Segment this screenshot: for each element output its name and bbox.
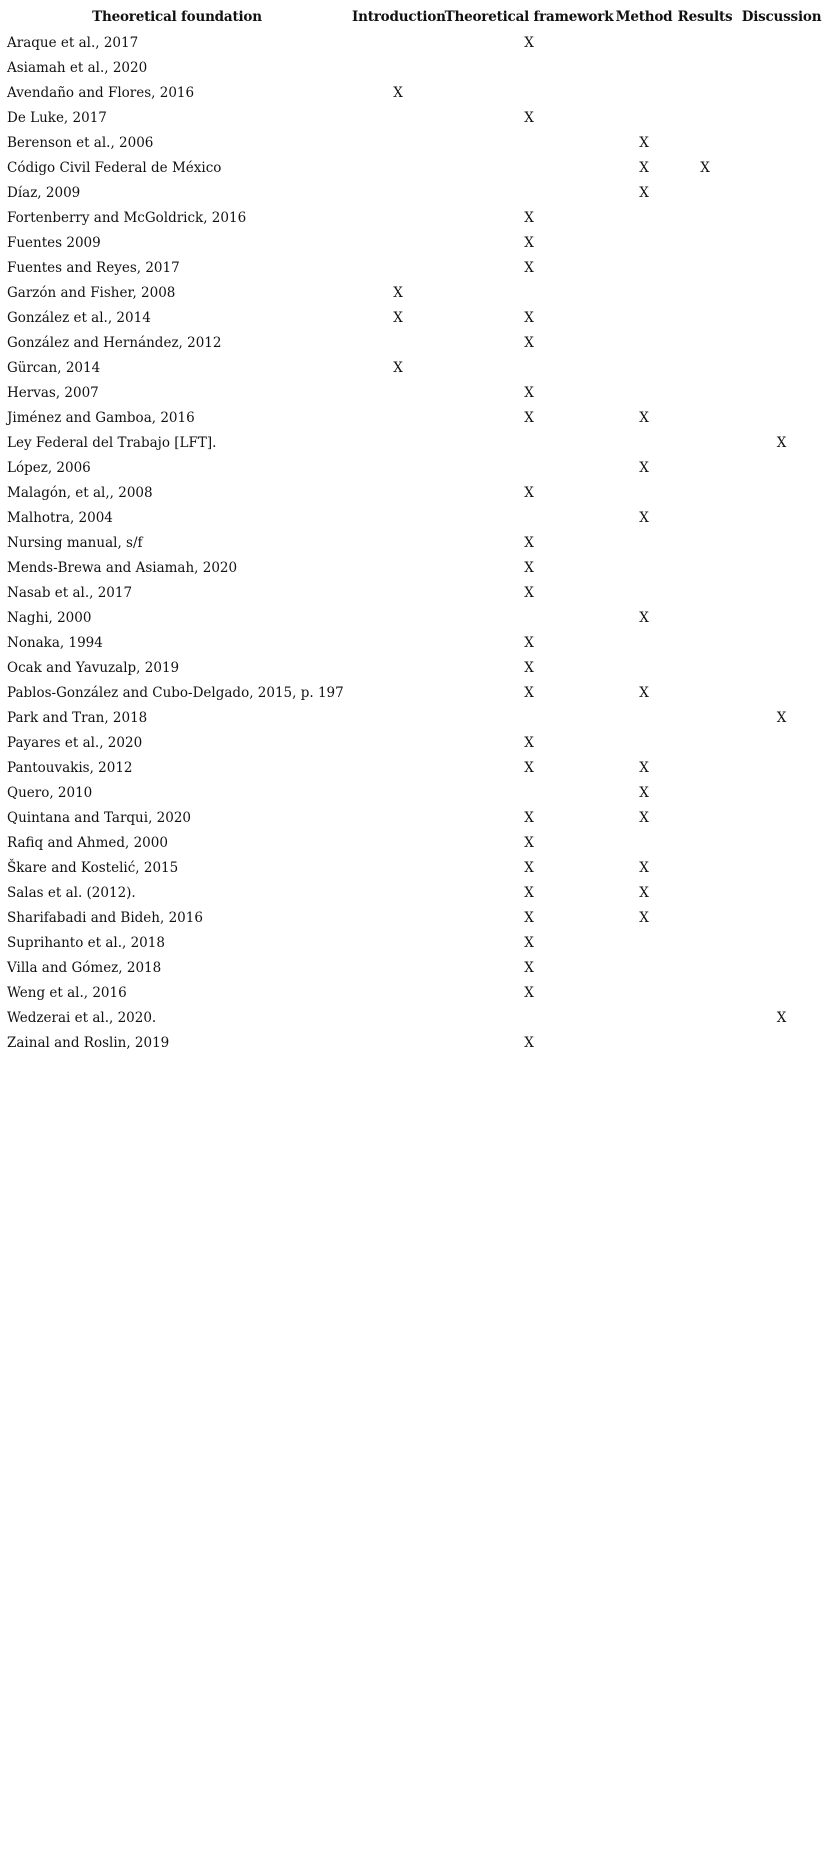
introduction-cell <box>352 30 444 55</box>
results-cell <box>674 230 736 255</box>
theoretical-framework-cell: X <box>524 559 534 576</box>
reference-cell: Ocak and Yavuzalp, 2019 <box>7 659 180 676</box>
introduction-cell <box>352 955 444 980</box>
header-discussion: Discussion <box>741 9 822 25</box>
results-cell <box>674 305 736 330</box>
theoretical-framework-cell: X <box>524 909 534 926</box>
reference-cell: González et al., 2014 <box>7 309 151 326</box>
method-cell <box>614 555 674 580</box>
table-row <box>2 755 827 780</box>
table-row <box>2 1005 827 1030</box>
discussion-cell <box>736 830 827 855</box>
results-cell <box>674 855 736 880</box>
theoretical-framework-cell: X <box>524 659 534 676</box>
theoretical-framework-cell: X <box>524 759 534 776</box>
method-cell <box>614 580 674 605</box>
method-cell <box>614 330 674 355</box>
discussion-cell <box>736 480 827 505</box>
results-cell <box>674 605 736 630</box>
header-theoretical-foundation: Theoretical foundation <box>92 9 262 25</box>
method-cell: X <box>639 909 649 926</box>
reference-cell: Jiménez and Gamboa, 2016 <box>7 409 195 426</box>
reference-cell: Škare and Kostelić, 2015 <box>7 859 179 876</box>
results-cell <box>674 705 736 730</box>
theoretical-framework-cell: X <box>524 884 534 901</box>
method-cell <box>614 55 674 80</box>
method-cell: X <box>639 609 649 626</box>
method-cell: X <box>639 809 649 826</box>
theoretical-framework-cell: X <box>524 209 534 226</box>
discussion-cell: X <box>776 709 787 726</box>
theoretical-framework-cell <box>444 780 614 805</box>
reference-cell: Gürcan, 2014 <box>7 359 101 376</box>
discussion-cell <box>736 905 827 930</box>
reference-cell: Pantouvakis, 2012 <box>7 759 133 776</box>
theoretical-framework-cell: X <box>524 684 534 701</box>
results-cell <box>674 430 736 455</box>
results-cell <box>674 355 736 380</box>
reference-cell: Asiamah et al., 2020 <box>7 59 148 76</box>
reference-cell: Payares et al., 2020 <box>7 734 143 751</box>
theoretical-framework-cell: X <box>524 834 534 851</box>
results-cell <box>674 980 736 1005</box>
theoretical-framework-cell: X <box>524 534 534 551</box>
results-cell <box>674 880 736 905</box>
discussion-cell <box>736 930 827 955</box>
method-cell <box>614 355 674 380</box>
table-row <box>2 205 827 230</box>
introduction-cell <box>352 730 444 755</box>
theoretical-framework-cell: X <box>524 959 534 976</box>
discussion-cell <box>736 205 827 230</box>
table-row <box>2 255 827 280</box>
header-introduction: Introduction <box>352 9 446 25</box>
introduction-cell <box>352 580 444 605</box>
discussion-cell <box>736 980 827 1005</box>
table-row <box>2 80 827 105</box>
table-row <box>2 1030 827 1055</box>
method-cell <box>614 630 674 655</box>
header-theoretical-framework: Theoretical framework <box>444 9 614 25</box>
table-row <box>2 580 827 605</box>
table-row <box>2 280 827 305</box>
method-cell: X <box>639 759 649 776</box>
method-cell <box>614 280 674 305</box>
results-cell <box>674 380 736 405</box>
table-row <box>2 355 827 380</box>
table-row <box>2 705 827 730</box>
table-row <box>2 855 827 880</box>
discussion-cell <box>736 380 827 405</box>
introduction-cell <box>352 855 444 880</box>
introduction-cell <box>352 980 444 1005</box>
method-cell <box>614 430 674 455</box>
discussion-cell <box>736 555 827 580</box>
discussion-cell <box>736 505 827 530</box>
introduction-cell <box>352 55 444 80</box>
introduction-cell <box>352 755 444 780</box>
introduction-cell <box>352 405 444 430</box>
table-row <box>2 655 827 680</box>
theoretical-framework-cell: X <box>524 234 534 251</box>
table-row <box>2 305 827 330</box>
introduction-cell: X <box>393 309 403 326</box>
theoretical-framework-cell: X <box>524 484 534 501</box>
theoretical-framework-cell <box>444 605 614 630</box>
reference-cell: Rafiq and Ahmed, 2000 <box>7 834 168 851</box>
discussion-cell <box>736 305 827 330</box>
reference-cell: Fortenberry and McGoldrick, 2016 <box>7 209 247 226</box>
introduction-cell <box>352 605 444 630</box>
table-row <box>2 930 827 955</box>
results-cell <box>674 80 736 105</box>
results-cell <box>674 680 736 705</box>
method-cell <box>614 955 674 980</box>
results-cell <box>674 1030 736 1055</box>
method-cell: X <box>639 134 649 151</box>
introduction-cell <box>352 880 444 905</box>
table-row <box>2 330 827 355</box>
discussion-cell <box>736 730 827 755</box>
introduction-cell <box>352 1005 444 1030</box>
theoretical-framework-cell <box>444 180 614 205</box>
theoretical-framework-cell: X <box>524 584 534 601</box>
introduction-cell <box>352 905 444 930</box>
method-cell <box>614 305 674 330</box>
results-cell <box>674 30 736 55</box>
discussion-cell: X <box>776 1009 787 1026</box>
theoretical-framework-cell: X <box>524 859 534 876</box>
theoretical-framework-cell: X <box>524 409 534 426</box>
discussion-cell <box>736 805 827 830</box>
introduction-cell <box>352 330 444 355</box>
method-cell <box>614 655 674 680</box>
discussion-cell <box>736 280 827 305</box>
results-cell <box>674 505 736 530</box>
table-row <box>2 880 827 905</box>
theoretical-framework-cell <box>444 130 614 155</box>
table-row <box>2 55 827 80</box>
header-results: Results <box>677 9 733 25</box>
table-row <box>2 30 827 55</box>
discussion-cell <box>736 80 827 105</box>
results-cell <box>674 130 736 155</box>
reference-cell: Weng et al., 2016 <box>7 984 127 1001</box>
introduction-cell <box>352 230 444 255</box>
discussion-cell <box>736 230 827 255</box>
reference-cell: Quintana and Tarqui, 2020 <box>7 809 192 826</box>
results-cell <box>674 530 736 555</box>
discussion-cell <box>736 180 827 205</box>
introduction-cell <box>352 455 444 480</box>
introduction-cell <box>352 530 444 555</box>
method-cell: X <box>639 409 649 426</box>
method-cell <box>614 730 674 755</box>
theoretical-framework-cell: X <box>524 984 534 1001</box>
results-cell <box>674 905 736 930</box>
header-row <box>2 4 827 30</box>
discussion-cell: X <box>776 434 787 451</box>
theoretical-framework-cell <box>444 355 614 380</box>
results-cell <box>674 630 736 655</box>
table-row <box>2 555 827 580</box>
results-cell <box>674 330 736 355</box>
discussion-cell <box>736 1030 827 1055</box>
introduction-cell <box>352 680 444 705</box>
table-row <box>2 380 827 405</box>
method-cell <box>614 105 674 130</box>
results-cell <box>674 805 736 830</box>
results-cell <box>674 780 736 805</box>
method-cell <box>614 480 674 505</box>
method-cell: X <box>639 684 649 701</box>
reference-cell: Avendaño and Flores, 2016 <box>7 84 195 101</box>
introduction-cell <box>352 255 444 280</box>
theoretical-framework-cell <box>444 1005 614 1030</box>
theoretical-framework-cell <box>444 80 614 105</box>
reference-cell: Naghi, 2000 <box>7 609 92 626</box>
table-row <box>2 130 827 155</box>
results-cell <box>674 455 736 480</box>
introduction-cell <box>352 380 444 405</box>
theoretical-framework-cell <box>444 455 614 480</box>
table-row <box>2 605 827 630</box>
table-row <box>2 505 827 530</box>
theoretical-framework-cell <box>444 155 614 180</box>
results-cell <box>674 255 736 280</box>
results-cell <box>674 730 736 755</box>
theoretical-framework-cell <box>444 505 614 530</box>
results-cell <box>674 180 736 205</box>
reference-cell: Hervas, 2007 <box>7 384 99 401</box>
results-cell <box>674 580 736 605</box>
theoretical-framework-cell: X <box>524 734 534 751</box>
reference-cell: Park and Tran, 2018 <box>7 709 148 726</box>
theoretical-framework-cell: X <box>524 809 534 826</box>
introduction-cell <box>352 655 444 680</box>
method-cell <box>614 1030 674 1055</box>
table-body <box>2 30 827 1055</box>
method-cell <box>614 980 674 1005</box>
header-method: Method <box>615 9 673 25</box>
theoretical-framework-cell: X <box>524 634 534 651</box>
reference-cell: Araque et al., 2017 <box>7 34 139 51</box>
table-row <box>2 480 827 505</box>
discussion-cell <box>736 130 827 155</box>
theoretical-framework-cell: X <box>524 109 534 126</box>
introduction-cell <box>352 130 444 155</box>
method-cell <box>614 530 674 555</box>
reference-cell: De Luke, 2017 <box>7 109 107 126</box>
reference-cell: Salas et al. (2012). <box>7 884 136 901</box>
discussion-cell <box>736 30 827 55</box>
table-row <box>2 730 827 755</box>
reference-cell: Nursing manual, s/f <box>7 534 143 551</box>
reference-cell: Fuentes 2009 <box>7 234 101 251</box>
reference-cell: Suprihanto et al., 2018 <box>7 934 165 951</box>
results-cell <box>674 480 736 505</box>
method-cell <box>614 255 674 280</box>
reference-cell: López, 2006 <box>7 459 91 476</box>
discussion-cell <box>736 105 827 130</box>
introduction-cell: X <box>393 84 403 101</box>
introduction-cell <box>352 505 444 530</box>
method-cell <box>614 30 674 55</box>
method-cell <box>614 830 674 855</box>
results-cell <box>674 955 736 980</box>
method-cell: X <box>639 184 649 201</box>
discussion-cell <box>736 655 827 680</box>
method-cell: X <box>639 459 649 476</box>
theoretical-framework-cell: X <box>524 334 534 351</box>
discussion-cell <box>736 330 827 355</box>
reference-cell: Wedzerai et al., 2020. <box>7 1009 157 1026</box>
table-row <box>2 980 827 1005</box>
theoretical-framework-cell: X <box>524 259 534 276</box>
results-cell <box>674 755 736 780</box>
table-row <box>2 105 827 130</box>
theoretical-framework-cell: X <box>524 934 534 951</box>
method-cell <box>614 930 674 955</box>
results-cell <box>674 280 736 305</box>
introduction-cell <box>352 1030 444 1055</box>
reference-cell: Zainal and Roslin, 2019 <box>7 1034 170 1051</box>
results-cell <box>674 1005 736 1030</box>
results-cell <box>674 930 736 955</box>
introduction-cell <box>352 155 444 180</box>
introduction-cell: X <box>393 359 403 376</box>
reference-cell: Pablos-González and Cubo-Delgado, 2015, p. 197 <box>7 684 344 701</box>
theoretical-framework-cell <box>444 55 614 80</box>
theoretical-framework-cell: X <box>524 34 534 51</box>
table-row <box>2 180 827 205</box>
table-row <box>2 405 827 430</box>
discussion-cell <box>736 880 827 905</box>
table-row <box>2 680 827 705</box>
discussion-cell <box>736 455 827 480</box>
reference-cell: Díaz, 2009 <box>7 184 81 201</box>
results-cell <box>674 55 736 80</box>
method-cell <box>614 80 674 105</box>
discussion-cell <box>736 680 827 705</box>
reference-cell: Berenson et al., 2006 <box>7 134 154 151</box>
reference-cell: Malhotra, 2004 <box>7 509 113 526</box>
method-cell <box>614 1005 674 1030</box>
reference-cell: González and Hernández, 2012 <box>7 334 222 351</box>
reference-cell: Villa and Gómez, 2018 <box>7 959 162 976</box>
introduction-cell <box>352 805 444 830</box>
table-row <box>2 630 827 655</box>
discussion-cell <box>736 355 827 380</box>
introduction-cell <box>352 780 444 805</box>
introduction-cell <box>352 180 444 205</box>
results-cell <box>674 105 736 130</box>
reference-cell: Quero, 2010 <box>7 784 93 801</box>
theoretical-framework-cell <box>444 705 614 730</box>
theoretical-framework-cell: X <box>524 309 534 326</box>
theoretical-framework-cell <box>444 430 614 455</box>
introduction-cell <box>352 105 444 130</box>
results-cell <box>674 405 736 430</box>
reference-cell: Mends-Brewa and Asiamah, 2020 <box>7 559 238 576</box>
table-row <box>2 230 827 255</box>
results-cell <box>674 205 736 230</box>
table-row <box>2 830 827 855</box>
theoretical-framework-cell: X <box>524 384 534 401</box>
reference-cell: Código Civil Federal de México <box>7 159 222 176</box>
discussion-cell <box>736 255 827 280</box>
discussion-cell <box>736 605 827 630</box>
method-cell <box>614 230 674 255</box>
results-cell: X <box>700 159 710 176</box>
method-cell: X <box>639 159 649 176</box>
results-cell <box>674 830 736 855</box>
introduction-cell <box>352 930 444 955</box>
discussion-cell <box>736 855 827 880</box>
theoretical-framework-cell <box>444 280 614 305</box>
method-cell: X <box>639 509 649 526</box>
reference-cell: Garzón and Fisher, 2008 <box>7 284 176 301</box>
discussion-cell <box>736 955 827 980</box>
method-cell: X <box>639 784 649 801</box>
introduction-cell <box>352 555 444 580</box>
discussion-cell <box>736 530 827 555</box>
introduction-cell <box>352 205 444 230</box>
discussion-cell <box>736 405 827 430</box>
reference-cell: Malagón, et al,, 2008 <box>7 484 153 501</box>
introduction-cell <box>352 430 444 455</box>
table-row <box>2 955 827 980</box>
reference-cell: Sharifabadi and Bideh, 2016 <box>7 909 203 926</box>
table-row <box>2 430 827 455</box>
reference-cell: Ley Federal del Trabajo [LFT]. <box>7 434 217 451</box>
table-row <box>2 155 827 180</box>
method-cell <box>614 380 674 405</box>
method-cell <box>614 705 674 730</box>
table-row <box>2 530 827 555</box>
method-cell <box>614 205 674 230</box>
reference-cell: Fuentes and Reyes, 2017 <box>7 259 180 276</box>
reference-cell: Nasab et al., 2017 <box>7 584 133 601</box>
discussion-cell <box>736 580 827 605</box>
method-cell: X <box>639 859 649 876</box>
discussion-cell <box>736 630 827 655</box>
table-row <box>2 905 827 930</box>
table-row <box>2 780 827 805</box>
introduction-cell <box>352 705 444 730</box>
references-table <box>2 4 827 1055</box>
discussion-cell <box>736 155 827 180</box>
discussion-cell <box>736 755 827 780</box>
introduction-cell <box>352 630 444 655</box>
introduction-cell <box>352 480 444 505</box>
results-cell <box>674 555 736 580</box>
theoretical-framework-cell: X <box>524 1034 534 1051</box>
results-cell <box>674 655 736 680</box>
table-row <box>2 455 827 480</box>
method-cell: X <box>639 884 649 901</box>
introduction-cell: X <box>393 284 403 301</box>
reference-cell: Nonaka, 1994 <box>7 634 103 651</box>
discussion-cell <box>736 780 827 805</box>
table-row <box>2 805 827 830</box>
introduction-cell <box>352 830 444 855</box>
discussion-cell <box>736 55 827 80</box>
